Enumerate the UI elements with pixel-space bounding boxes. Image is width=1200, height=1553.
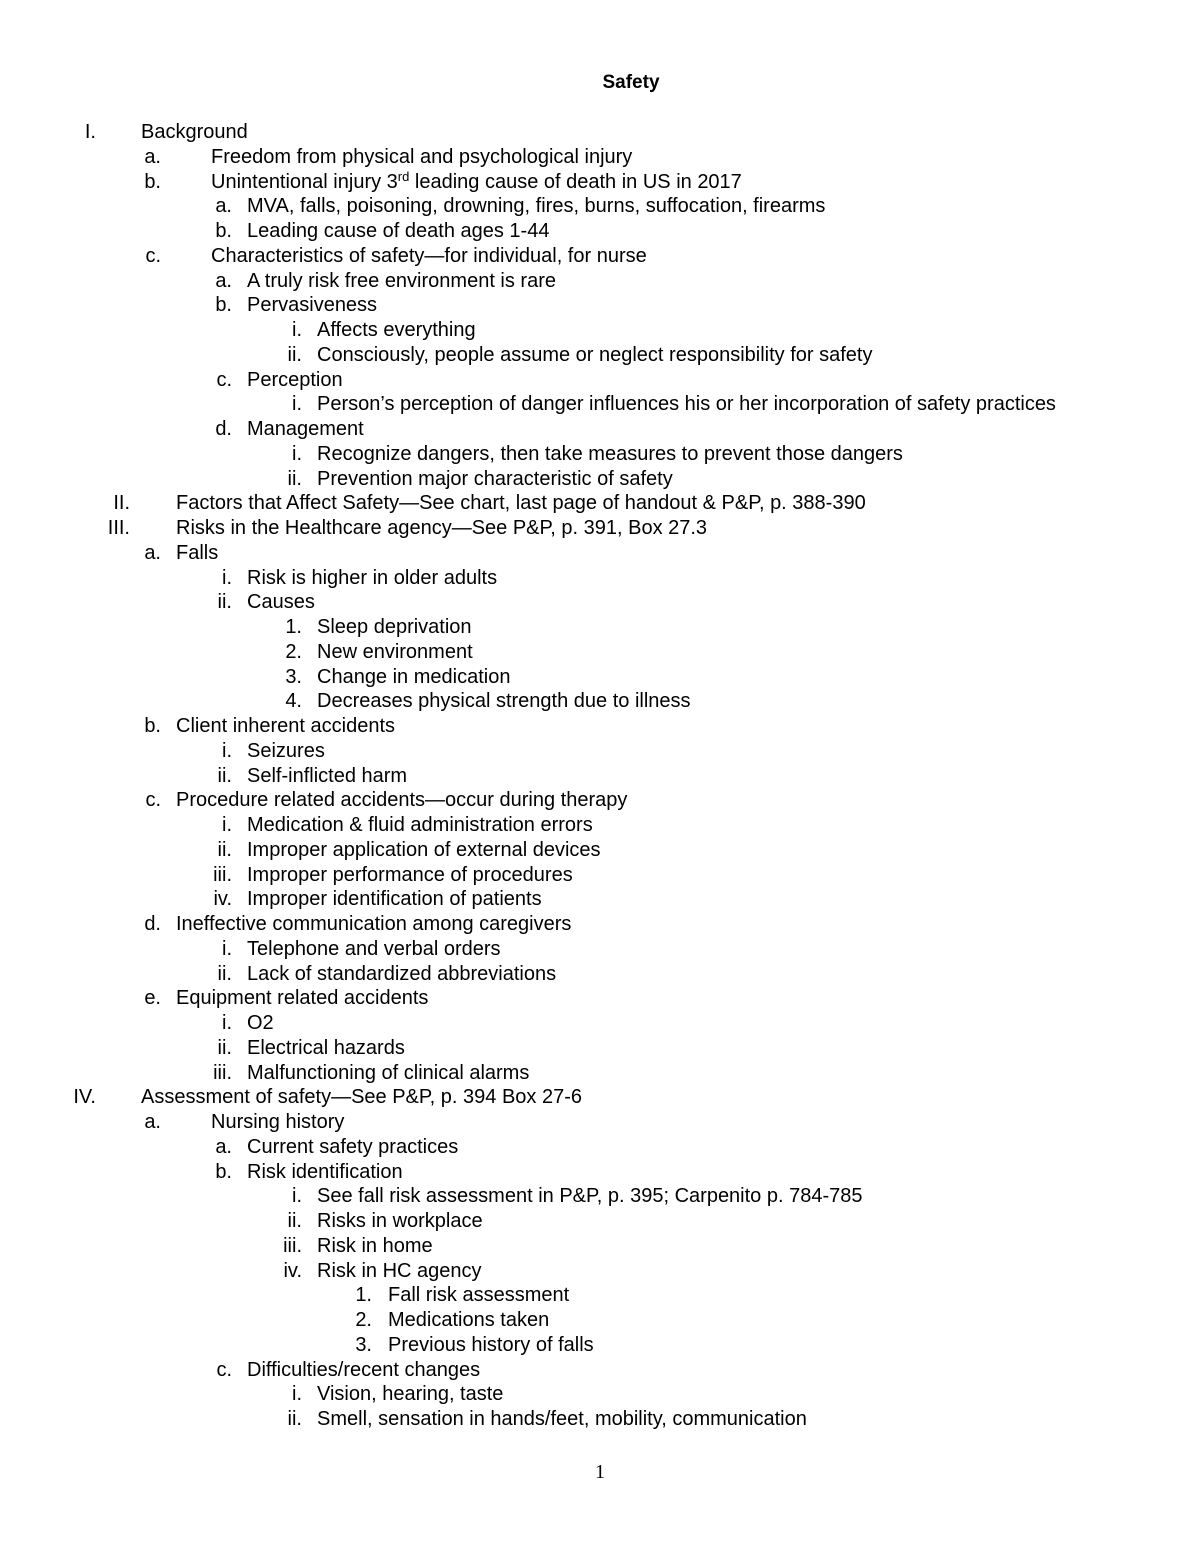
outline-item-text-main: Management	[247, 418, 364, 440]
outline-item-marker: 2.	[355, 1309, 372, 1331]
outline-item-text-main: Recognize dangers, then take measures to prevent those dangers	[317, 442, 903, 465]
outline-item-text-main: Current safety practices	[247, 1135, 459, 1158]
outline-item	[0, 293, 1200, 318]
outline-item-text-main: Risks in workplace	[317, 1210, 483, 1232]
outline-item	[0, 863, 1200, 888]
outline-item-marker: i.	[292, 1185, 302, 1208]
outline-item-text-main: Falls	[176, 541, 219, 564]
outline-item-text	[211, 244, 647, 269]
outline-item-marker: i.	[222, 566, 232, 589]
outline-item-marker: a.	[215, 195, 232, 218]
outline-item	[0, 665, 1200, 690]
outline-item-marker: b.	[215, 294, 232, 317]
outline-item	[0, 590, 1200, 615]
outline-item-text-main: Characteristics of safety—for individual, for nurse	[211, 244, 647, 267]
outline-item-marker: b.	[144, 715, 161, 737]
outline-item-marker: i.	[292, 393, 302, 416]
outline-item-text-main: Sleep deprivation	[317, 616, 472, 638]
outline-item	[0, 491, 1200, 516]
outline-item-text	[317, 615, 472, 640]
outline-item-marker: b.	[215, 1160, 232, 1183]
outline-item	[0, 1407, 1200, 1432]
outline-item-text	[211, 170, 742, 195]
outline-item-text	[176, 788, 627, 813]
outline-item-marker: iii.	[213, 863, 232, 886]
outline-item-text-main: Medications taken	[388, 1309, 550, 1331]
outline-item-text	[317, 1234, 433, 1259]
outline-item-marker: ii.	[287, 1408, 302, 1430]
outline-item-text	[247, 1011, 274, 1036]
outline-item	[0, 1160, 1200, 1185]
outline-item-text-main: Risk identification	[247, 1160, 403, 1183]
outline-item-text-main: O2	[247, 1012, 274, 1034]
outline-item-text	[317, 1184, 863, 1209]
outline-item-text-main: Equipment related accidents	[176, 987, 429, 1010]
outline-item-marker: a.	[144, 1111, 161, 1133]
outline-item	[0, 1184, 1200, 1209]
outline-item-text-main: Client inherent accidents	[176, 715, 396, 737]
outline-item	[0, 962, 1200, 987]
outline-item-text	[247, 838, 601, 863]
outline-item-marker: i.	[292, 319, 302, 341]
outline-item	[0, 343, 1200, 368]
outline-item-text	[247, 219, 549, 244]
outline-item	[0, 689, 1200, 714]
outline-item-text-main: See fall risk assessment in P&P, p. 395; Carpenito p. 784-785	[317, 1185, 863, 1208]
outline-item	[0, 986, 1200, 1011]
outline-item-marker: II.	[113, 492, 130, 515]
outline-item-text	[176, 491, 866, 516]
outline-item-text-main: Assessment of safety—See P&P, p. 394 Box 27-6	[141, 1086, 582, 1109]
outline-item	[0, 541, 1200, 566]
outline-item-marker: IV.	[73, 1086, 96, 1109]
outline-item-marker: 3.	[355, 1333, 372, 1356]
outline-item	[0, 1061, 1200, 1086]
outline-item	[0, 417, 1200, 442]
outline-item-text-main: Risk in HC agency	[317, 1259, 482, 1282]
outline-item-text	[388, 1308, 549, 1333]
outline-item	[0, 838, 1200, 863]
outline-item	[0, 516, 1200, 541]
outline-item	[0, 1259, 1200, 1284]
outline-item-marker: a.	[215, 269, 232, 292]
outline-item-text	[247, 764, 407, 789]
outline-item-text-main: Decreases physical strength due to illness	[317, 690, 691, 713]
outline-item-marker: 4.	[285, 690, 302, 713]
outline-item-text-main: Risk in home	[317, 1234, 433, 1257]
outline-item-text-main: Risk is higher in older adults	[247, 566, 498, 589]
outline-item	[0, 318, 1200, 343]
outline-item-marker: 3.	[285, 665, 302, 688]
outline-item-text-main: Improper performance of procedures	[247, 863, 573, 886]
outline-item	[0, 244, 1200, 269]
outline-item-text-main: Causes	[247, 591, 315, 614]
outline-item-text-main: Pervasiveness	[247, 294, 378, 317]
outline-item-text-main: Change in medication	[317, 665, 511, 688]
outline-item-text-main: Fall risk assessment	[388, 1284, 570, 1307]
outline-item	[0, 145, 1200, 170]
outline-item-text-main: Lack of standardized abbreviations	[247, 962, 557, 985]
outline-item-marker: i.	[292, 442, 302, 465]
outline-item-marker: ii.	[287, 467, 302, 490]
outline-item-text-main: Factors that Affect Safety—See chart, last page of handout & P&P, p. 388-390	[176, 492, 866, 515]
outline-item-text-main: Ineffective communication among caregivers	[176, 913, 572, 935]
outline-item	[0, 1358, 1200, 1383]
outline-item-text-main: A truly risk free environment is rare	[247, 269, 556, 292]
outline-item-text	[247, 962, 556, 987]
outline-item-text	[247, 813, 593, 838]
outline-item-text	[247, 417, 364, 442]
outline-item-marker: c.	[216, 368, 232, 391]
outline-item-text	[247, 739, 325, 764]
outline-item-text	[317, 1382, 503, 1407]
outline-item	[0, 1308, 1200, 1333]
outline-item-marker: ii.	[287, 1210, 302, 1232]
outline-item-marker: d.	[215, 418, 232, 440]
outline-item	[0, 368, 1200, 393]
outline-item	[0, 1382, 1200, 1407]
outline-item-marker: i.	[222, 937, 232, 960]
outline-item-text	[247, 368, 343, 393]
outline-item	[0, 1135, 1200, 1160]
outline-item-text	[388, 1283, 569, 1308]
outline-item-text	[247, 1160, 403, 1185]
outline-item-marker: i.	[292, 1383, 302, 1406]
outline-item-text-main: Seizures	[247, 739, 325, 762]
outline-item-marker: 2.	[285, 640, 302, 663]
outline-item-marker: a.	[215, 1135, 232, 1158]
outline-item-text	[247, 590, 315, 615]
outline-item-text-main: Consciously, people assume or neglect responsibility for safety	[317, 343, 873, 366]
outline-item	[0, 912, 1200, 937]
outline-item-text-main: Smell, sensation in hands/feet, mobility, communication	[317, 1408, 807, 1430]
outline-item-text-main: Nursing history	[211, 1111, 345, 1133]
outline-item-text	[247, 937, 501, 962]
outline-item-text	[247, 1036, 405, 1061]
outline-item-text	[247, 566, 497, 591]
outline-item-text	[317, 665, 510, 690]
outline-item-marker: b.	[215, 220, 232, 242]
outline-item-text-main: Vision, hearing, taste	[317, 1383, 504, 1406]
outline-item-marker: i.	[222, 814, 232, 836]
outline-item-text	[247, 1358, 480, 1383]
outline-item-text-main: New environment	[317, 640, 473, 663]
outline-item-text-main: Perception	[247, 368, 343, 391]
outline-item	[0, 392, 1200, 417]
outline-item	[0, 1209, 1200, 1234]
outline-item-text	[141, 1085, 582, 1110]
outline-item	[0, 1234, 1200, 1259]
outline-item	[0, 1011, 1200, 1036]
outline-item-text-main: Background	[141, 121, 248, 143]
outline-item-marker: a.	[144, 145, 161, 168]
outline-item	[0, 813, 1200, 838]
outline-item	[0, 566, 1200, 591]
outline-item-marker: b.	[144, 170, 161, 193]
outline-item	[0, 194, 1200, 219]
outline-item-text-main: Unintentional injury 3	[211, 170, 398, 193]
outline-item-text	[247, 269, 556, 294]
page-number: 1	[595, 1461, 605, 1483]
outline-item-text-main: Telephone and verbal orders	[247, 937, 501, 960]
outline-item-marker: d.	[144, 913, 161, 935]
outline-item-marker: e.	[144, 987, 161, 1010]
outline-item-marker: c.	[216, 1358, 232, 1381]
outline-item-text	[247, 1135, 458, 1160]
outline-item-marker: a.	[144, 541, 161, 564]
outline-item	[0, 1333, 1200, 1358]
outline-item-marker: ii.	[217, 962, 232, 985]
outline-item-text-main: Prevention major characteristic of safety	[317, 467, 673, 490]
outline-item-marker: ii.	[217, 838, 232, 861]
outline-item-text	[317, 1407, 807, 1432]
outline-item-marker: ii.	[217, 591, 232, 614]
outline-item-text	[317, 1209, 483, 1234]
outline-item-text	[317, 343, 872, 368]
outline-item-text	[317, 640, 473, 665]
outline-item	[0, 615, 1200, 640]
outline-item	[0, 1283, 1200, 1308]
outline-item	[0, 442, 1200, 467]
outline-item	[0, 170, 1200, 195]
outline-item-text	[317, 689, 691, 714]
outline-item-text	[317, 442, 903, 467]
outline-item-text-main: Improper identification of patients	[247, 888, 542, 911]
outline-item	[0, 739, 1200, 764]
outline-item-text-main: Affects everything	[317, 319, 476, 341]
outline-item	[0, 1110, 1200, 1135]
outline-item-marker: iv.	[283, 1259, 302, 1282]
outline-item-marker: c.	[145, 789, 161, 812]
outline-item	[0, 269, 1200, 294]
outline-item-text	[176, 714, 395, 739]
outline-item	[0, 764, 1200, 789]
outline-item-text-main: Freedom from physical and psychological injury	[211, 145, 633, 168]
outline-item-text	[247, 194, 825, 219]
outline-item-text-main: Medication & fluid administration errors	[247, 814, 593, 836]
outline-item-text-main: Previous history of falls	[388, 1333, 594, 1356]
outline-item-marker: I.	[84, 121, 96, 143]
outline-item	[0, 887, 1200, 912]
ordinal-superscript: rd	[397, 168, 410, 184]
outline-item	[0, 1085, 1200, 1110]
outline-item-text	[247, 1061, 529, 1086]
outline-item-marker: iv.	[213, 888, 232, 911]
outline-item-text-main: Malfunctioning of clinical alarms	[247, 1061, 530, 1084]
outline-item-text-main: Self-inflicted harm	[247, 764, 408, 787]
outline-item-marker: 1.	[355, 1284, 372, 1307]
outline-item-text-main: Person’s perception of danger influences his or her incorporation of safety practices	[317, 393, 1056, 416]
outline-item-text	[141, 120, 248, 145]
outline-item-text	[211, 145, 632, 170]
outline-item-marker: i.	[222, 739, 232, 762]
outline-item-marker: c.	[145, 244, 161, 267]
outline-item-text	[317, 392, 1056, 417]
outline-item-text	[247, 293, 377, 318]
outline-item	[0, 788, 1200, 813]
outline-item-text	[247, 863, 573, 888]
outline-item	[0, 640, 1200, 665]
outline-item	[0, 219, 1200, 244]
outline-item-text	[176, 986, 428, 1011]
outline-item-marker: iii.	[213, 1061, 232, 1084]
outline-item-text	[211, 1110, 344, 1135]
outline-item-marker: III.	[107, 517, 130, 539]
outline-item-text-main: Risks in the Healthcare agency—See P&P, p. 391, Box 27.3	[176, 517, 708, 539]
outline-item-text-main: Difficulties/recent changes	[247, 1358, 481, 1381]
outline-item-text	[176, 516, 707, 541]
outline-item-text-main: Leading cause of death ages 1-44	[247, 220, 550, 242]
outline-item-text	[317, 318, 476, 343]
outline-item-text	[176, 541, 218, 566]
outline-item-text-main: Improper application of external devices	[247, 838, 601, 861]
outline-item-text	[176, 912, 571, 937]
outline-item-text	[247, 887, 542, 912]
outline-item	[0, 120, 1200, 145]
outline-item-marker: iii.	[283, 1234, 302, 1257]
outline-item	[0, 714, 1200, 739]
outline-item-text-main: MVA, falls, poisoning, drowning, fires, burns, suffocation, firearms	[247, 195, 826, 218]
outline-item-marker: 1.	[285, 616, 302, 638]
outline-item-marker: ii.	[217, 764, 232, 787]
outline-item	[0, 1036, 1200, 1061]
outline-item-text	[317, 1259, 482, 1284]
outline-item-marker: i.	[222, 1012, 232, 1034]
outline-item-text-main: Electrical hazards	[247, 1036, 405, 1059]
outline-item-text	[317, 467, 673, 492]
outline-item-marker: ii.	[217, 1036, 232, 1059]
outline-item-text-continued: leading cause of death in US in 2017	[409, 170, 742, 193]
outline-item-marker: ii.	[287, 343, 302, 366]
outline-item	[0, 937, 1200, 962]
page-title: Safety	[602, 72, 660, 93]
outline-item-text-main: Procedure related accidents—occur during therapy	[176, 789, 628, 812]
outline-item-text	[388, 1333, 594, 1358]
outline-item	[0, 467, 1200, 492]
